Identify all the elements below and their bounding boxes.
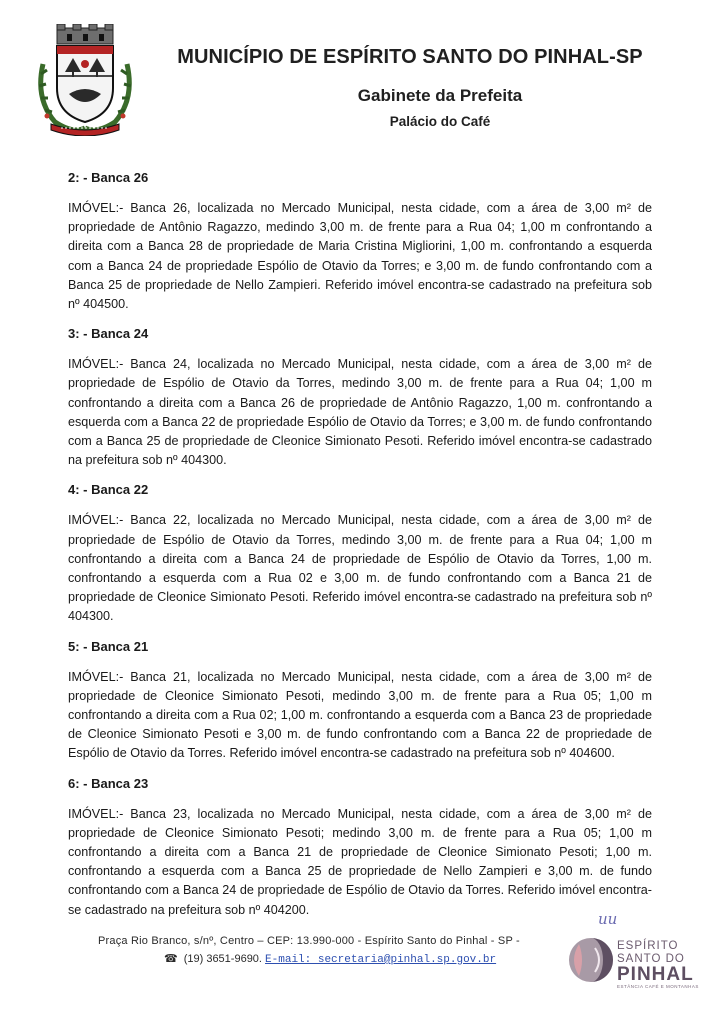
handwritten-initials: uu: [598, 910, 618, 928]
section-text: IMÓVEL:- Banca 21, localizada no Mercado Municipal, nesta cidade, com a área de 3,00 m² de propriedade de Cleonice Simionato Pesoti, medindo 3,00 m. de frente para a Rua 05; 1,00 m confrontando a direita com a Rua 02; 1,00 m. confrontando a esquerda com a Banca 23 de propriedade de Cleonice Simionato Pesoti e 3,00 m. de fundo confrontando com a Banca 22 de propriedade de Espólio de Otavio da Torres. Referido imóvel encontra-se cadastrado na prefeitura sob nº 404600.: [68, 669, 652, 761]
palace-subtitle: Palácio do Café: [389, 114, 491, 129]
section-banca-22: [68, 482, 652, 626]
office-title: Gabinete da Prefeita: [357, 86, 523, 105]
footer-contact: [164, 952, 604, 966]
footer-address: Praça Rio Branco, s/nº, Centro – CEP: 13.990-000 - Espírito Santo do Pinhal - SP -: [98, 935, 520, 947]
municipality-title: MUNICÍPIO DE ESPÍRITO SANTO DO PINHAL-SP: [177, 46, 643, 68]
section-banca-26: [68, 170, 652, 314]
section-title: 6: - Banca 23: [68, 775, 149, 791]
footer-phone: (19) 3651-9690.: [183, 953, 262, 965]
section-title: 4: - Banca 22: [68, 482, 149, 498]
brand-tagline: ESTÂNCIA CAFÉ E MONTANHAS: [617, 984, 699, 989]
coat-of-arms-icon: [33, 24, 137, 136]
section-text: IMÓVEL:- Banca 22, localizada no Mercado Municipal, nesta cidade, com a área de 3,00 m² de propriedade de Espólio de Otavio da Torres, medindo 3,00 m. de frente para a Rua 04; 1,00 m confrontando a direita com a Banca 24 de propriedade de Espólio de Otavio da Torres, 1,00 m. confrontando a esquerda com a Rua 02 e 3,00 m. de fundo confrontando com a Banca 21 de propriedade de Cleonice Simionato Pesoti. Referido imóvel encontra-se cadastrado na prefeitura sob nº 404300.: [68, 513, 652, 624]
section-text: IMÓVEL:- Banca 26, localizada no Mercado Municipal, nesta cidade, com a área de 3,00 m² de propriedade de Antônio Ragazzo, medindo 3,00 m. de frente para a Rua 04; 1,00 m confrontando a direita com a Banca 28 de propriedade de Maria Cristina Migliorini, 1,00 m. confrontando a esquerda com a Banca 24 de propriedade Espólio de Otavio da Torres; e 3,00 m. de fundo confrontando com a Banca 25 de propriedade de Nello Zampieri. Referido imóvel encontra-se cadastrado na prefeitura sob nº 404500.: [68, 201, 652, 312]
section-title: 5: - Banca 21: [68, 638, 149, 654]
section-title: 3: - Banca 24: [68, 326, 149, 342]
brand-line-2: SANTO DO: [617, 953, 685, 965]
section-banca-24: [68, 326, 652, 470]
brand-line-1: ESPÍRITO: [617, 940, 679, 952]
section-banca-21: [68, 639, 652, 764]
section-text: IMÓVEL:- Banca 23, localizada no Mercado Municipal, nesta cidade, com a área de 3,00 m² de propriedade de Cleonice Simionato Pesoti; medindo 3,00 m. de frente para a Rua 05; 1,00 m confrontando a direita com a Banca 21 de propriedade de Cleonice Simionato Pesoti; 1,00 m. confrontando a esquerda com a Banca 25 de propriedade de Nello Zampieri e 3,00 m. de fundo confrontando com a Banca 24 de propriedade de Espólio de Otavio da Torres. Referido imóvel encontra-se cadastrado na prefeitura sob nº 404200.: [68, 806, 652, 917]
section-banca-23: [68, 776, 652, 920]
telephone-icon: ☎: [164, 953, 178, 965]
section-text: IMÓVEL:- Banca 24, localizada no Mercado Municipal, nesta cidade, com a área de 3,00 m² de propriedade de Espólio de Otavio da Torres, medindo 3,00 m. de frente para a Rua 04; 1,00 m confrontando a direita com a Banca 26 de propriedade de Antônio Ragazzo, 1,00 m. confrontando a esquerda com a Banca 22 de propriedade Espólio de Otavio da Torres; e 3,00 m. de fundo confrontando com a Banca 25 de propriedade de Cleonice Simionato Pesoti. Referido imóvel encontra-se cadastrado na prefeitura sob nº 404300.: [68, 357, 652, 468]
document-body: [68, 170, 652, 932]
section-title: 2: - Banca 26: [68, 170, 149, 185]
brand-line-3: PINHAL: [617, 964, 694, 985]
footer-email-link[interactable]: E-mail: secretaria@pinhal.sp.gov.br: [265, 954, 497, 966]
